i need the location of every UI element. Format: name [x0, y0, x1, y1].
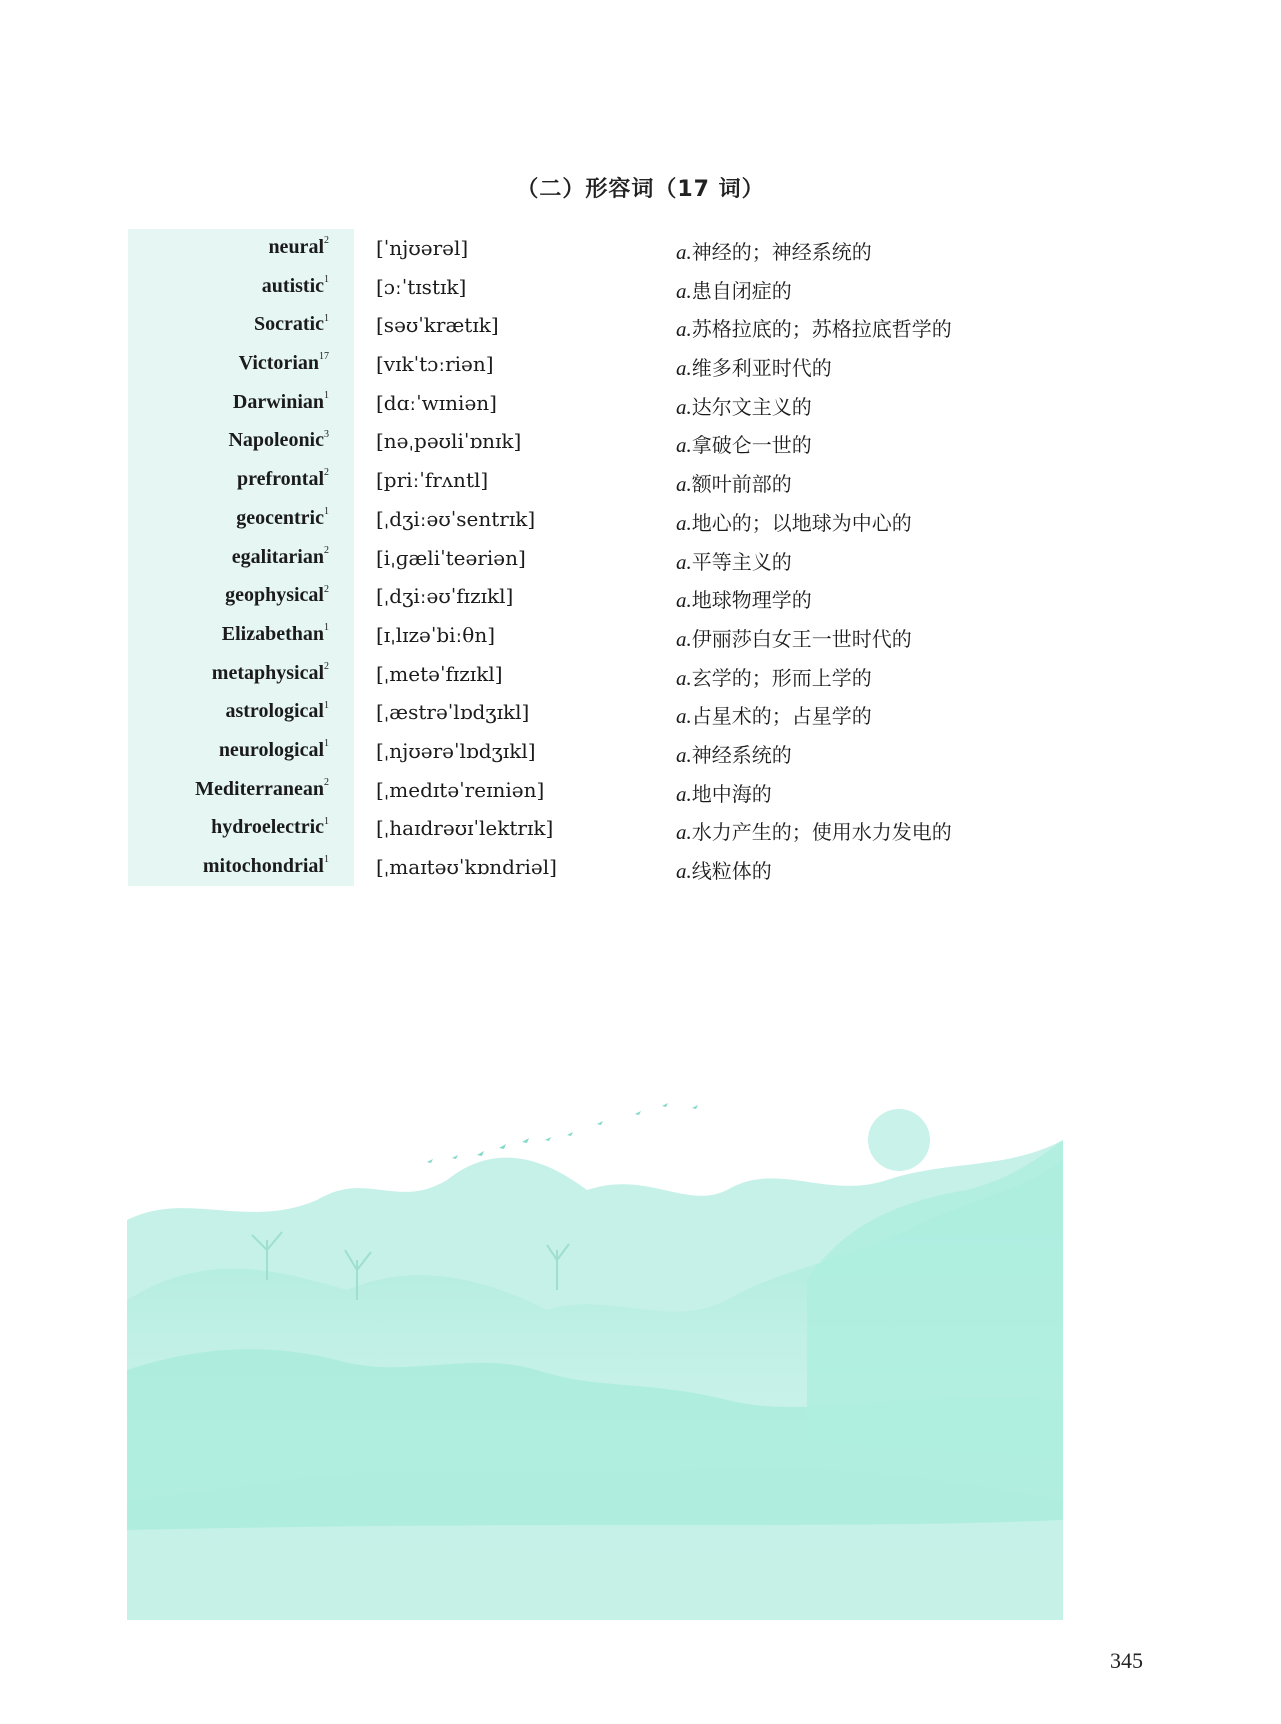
- meaning-text: 玄学的；形而上学的: [691, 665, 872, 690]
- meaning-text: 地球物理学的: [691, 588, 812, 613]
- phonetic-transcription: [ɔːˈtɪstɪk]: [376, 274, 467, 299]
- vocab-word: [212, 662, 329, 685]
- vocab-row: [0, 577, 1281, 616]
- meaning-text: 苏格拉底的；苏格拉底哲学的: [691, 317, 952, 342]
- vocab-row: [0, 422, 1281, 461]
- meaning-text: 平等主义的: [691, 549, 792, 574]
- vocab-word: [233, 391, 329, 414]
- phonetic-transcription: [ˌmetəˈfɪzɪkl]: [376, 661, 503, 686]
- word-text: geophysical: [225, 584, 324, 607]
- vocab-row: [0, 655, 1281, 694]
- word-text: Mediterranean: [195, 777, 324, 800]
- vocab-row: [0, 229, 1281, 268]
- word-text: Victorian: [238, 352, 319, 375]
- vocab-row: [0, 268, 1281, 307]
- meaning-text: 伊丽莎白女王一世时代的: [691, 626, 912, 651]
- vocab-row: [0, 539, 1281, 578]
- phonetic-transcription: [priːˈfrʌntl]: [376, 468, 489, 493]
- phonetic-transcription: [ˌæstrəˈlɒdʒɪkl]: [376, 700, 530, 725]
- definition: [676, 313, 952, 342]
- frequency-count: 1: [324, 699, 329, 711]
- word-text: astrological: [225, 700, 324, 723]
- meaning-text: 额叶前部的: [691, 472, 792, 497]
- word-text: Napoleonic: [228, 429, 324, 452]
- vocab-word: [262, 275, 329, 298]
- part-of-speech: a.: [676, 626, 692, 651]
- vocab-word: [219, 739, 329, 762]
- vocab-row: [0, 384, 1281, 423]
- frequency-count: 2: [324, 660, 329, 672]
- vocab-word: [232, 546, 329, 569]
- vocab-row: [0, 306, 1281, 345]
- part-of-speech: a.: [676, 356, 692, 381]
- frequency-count: 2: [324, 583, 329, 595]
- definition: [676, 855, 772, 884]
- birds-icon: [427, 1103, 698, 1163]
- vocab-row: [0, 809, 1281, 848]
- part-of-speech: a.: [676, 278, 692, 303]
- meaning-text: 水力产生的；使用水力发电的: [691, 820, 952, 845]
- part-of-speech: a.: [676, 317, 692, 342]
- definition: [676, 700, 872, 729]
- definition: [676, 468, 792, 497]
- part-of-speech: a.: [676, 510, 692, 535]
- word-text: neural: [268, 236, 324, 258]
- meaning-text: 线粒体的: [691, 859, 772, 883]
- phonetic-transcription: [səʊˈkrætɪk]: [376, 313, 499, 338]
- vocab-word: [236, 507, 329, 530]
- definition: [676, 275, 792, 304]
- part-of-speech: a.: [676, 820, 692, 845]
- phonetic-transcription: [ɪˌlɪzəˈbiːθn]: [376, 622, 496, 647]
- phonetic-transcription: [ˌdʒiːəʊˈsentrɪk]: [376, 506, 536, 531]
- meaning-text: 维多利亚时代的: [691, 356, 832, 381]
- vocab-row: [0, 345, 1281, 384]
- definition: [676, 739, 792, 768]
- vocab-row: [0, 732, 1281, 771]
- definition: [676, 507, 912, 536]
- definition: [676, 236, 872, 265]
- vocab-word: [225, 700, 329, 723]
- definition: [676, 352, 832, 381]
- landscape-illustration: [127, 1100, 1163, 1620]
- definition: [676, 662, 872, 691]
- frequency-count: 2: [324, 235, 329, 247]
- part-of-speech: a.: [676, 549, 692, 574]
- frequency-count: 1: [324, 390, 329, 402]
- definition: [676, 546, 792, 575]
- word-text: autistic: [261, 274, 324, 297]
- meaning-text: 地中海的: [691, 781, 772, 806]
- vocab-row: [0, 848, 1281, 887]
- moon-icon: [868, 1109, 930, 1171]
- vocab-word: [237, 468, 329, 491]
- word-text: geocentric: [236, 506, 324, 529]
- frequency-count: 3: [324, 428, 329, 440]
- frequency-count: 2: [324, 544, 329, 556]
- vocab-word: [203, 855, 329, 878]
- part-of-speech: a.: [676, 472, 692, 497]
- phonetic-transcription: [ˌhaɪdrəʊɪˈlektrɪk]: [376, 816, 554, 841]
- frequency-count: 2: [324, 776, 329, 788]
- vocab-word: [211, 816, 329, 839]
- frequency-count: 1: [324, 506, 329, 518]
- phonetic-transcription: [dɑːˈwɪniən]: [376, 390, 497, 415]
- part-of-speech: a.: [676, 240, 692, 264]
- meaning-text: 地心的；以地球为中心的: [691, 510, 912, 535]
- word-text: egalitarian: [231, 545, 324, 568]
- phonetic-transcription: [ˌnjʊərəˈlɒdʒɪkl]: [376, 738, 536, 763]
- word-text: hydroelectric: [211, 816, 324, 839]
- definition: [676, 584, 812, 613]
- word-text: mitochondrial: [202, 855, 324, 877]
- part-of-speech: a.: [676, 704, 692, 729]
- phonetic-transcription: [ˌmedɪtəˈreɪniən]: [376, 777, 545, 802]
- vocab-row: [0, 616, 1281, 655]
- part-of-speech: a.: [676, 665, 692, 690]
- vocab-word: [228, 429, 329, 452]
- phonetic-transcription: [ˈnjʊərəl]: [376, 236, 469, 260]
- phonetic-transcription: [ˌmaɪtəʊˈkɒndriəl]: [376, 855, 557, 879]
- meaning-text: 达尔文主义的: [691, 394, 812, 419]
- vocab-row: [0, 500, 1281, 539]
- part-of-speech: a.: [676, 588, 692, 613]
- frequency-count: 1: [324, 815, 329, 827]
- frequency-count: 1: [324, 312, 329, 324]
- part-of-speech: a.: [676, 742, 692, 767]
- meaning-text: 拿破仑一世的: [691, 433, 812, 458]
- part-of-speech: a.: [676, 394, 692, 419]
- frequency-count: 17: [319, 351, 329, 363]
- word-text: neurological: [218, 738, 324, 761]
- vocab-word: [254, 313, 329, 336]
- word-text: metaphysical: [211, 661, 324, 684]
- meaning-text: 神经的；神经系统的: [691, 240, 872, 264]
- page-number: 345: [1110, 1648, 1143, 1673]
- frequency-count: 1: [324, 274, 329, 286]
- meaning-text: 占星术的；占星学的: [691, 704, 872, 729]
- part-of-speech: a.: [676, 433, 692, 458]
- vocab-word: [268, 236, 329, 259]
- word-text: prefrontal: [236, 468, 324, 491]
- vocab-row: [0, 693, 1281, 732]
- definition: [676, 816, 952, 845]
- vocab-word: [195, 778, 329, 801]
- phonetic-transcription: [ˌdʒiːəʊˈfɪzɪkl]: [376, 584, 514, 609]
- vocab-row: [0, 771, 1281, 810]
- vocab-word: [239, 352, 329, 375]
- frequency-count: 2: [324, 467, 329, 479]
- section-title: （二）形容词（17 词）: [516, 177, 765, 202]
- word-text: Darwinian: [232, 390, 324, 413]
- meaning-text: 神经系统的: [691, 742, 792, 767]
- word-text: Elizabethan: [221, 622, 324, 645]
- vocab-row: [0, 461, 1281, 500]
- vocab-word: [225, 584, 329, 607]
- meaning-text: 患自闭症的: [691, 278, 792, 303]
- definition: [676, 429, 812, 458]
- definition: [676, 391, 812, 420]
- definition: [676, 778, 772, 807]
- definition: [676, 623, 912, 652]
- frequency-count: 1: [324, 622, 329, 634]
- vocabulary-list: [0, 229, 1281, 887]
- vocab-word: [222, 623, 329, 646]
- phonetic-transcription: [iˌɡæliˈteəriən]: [376, 545, 526, 570]
- part-of-speech: a.: [676, 859, 692, 883]
- frequency-count: 1: [324, 738, 329, 750]
- phonetic-transcription: [vɪkˈtɔːriən]: [376, 352, 494, 377]
- phonetic-transcription: [nəˌpəʊliˈɒnɪk]: [376, 429, 522, 454]
- word-text: Socratic: [254, 313, 324, 336]
- frequency-count: 1: [324, 854, 329, 866]
- part-of-speech: a.: [676, 781, 692, 806]
